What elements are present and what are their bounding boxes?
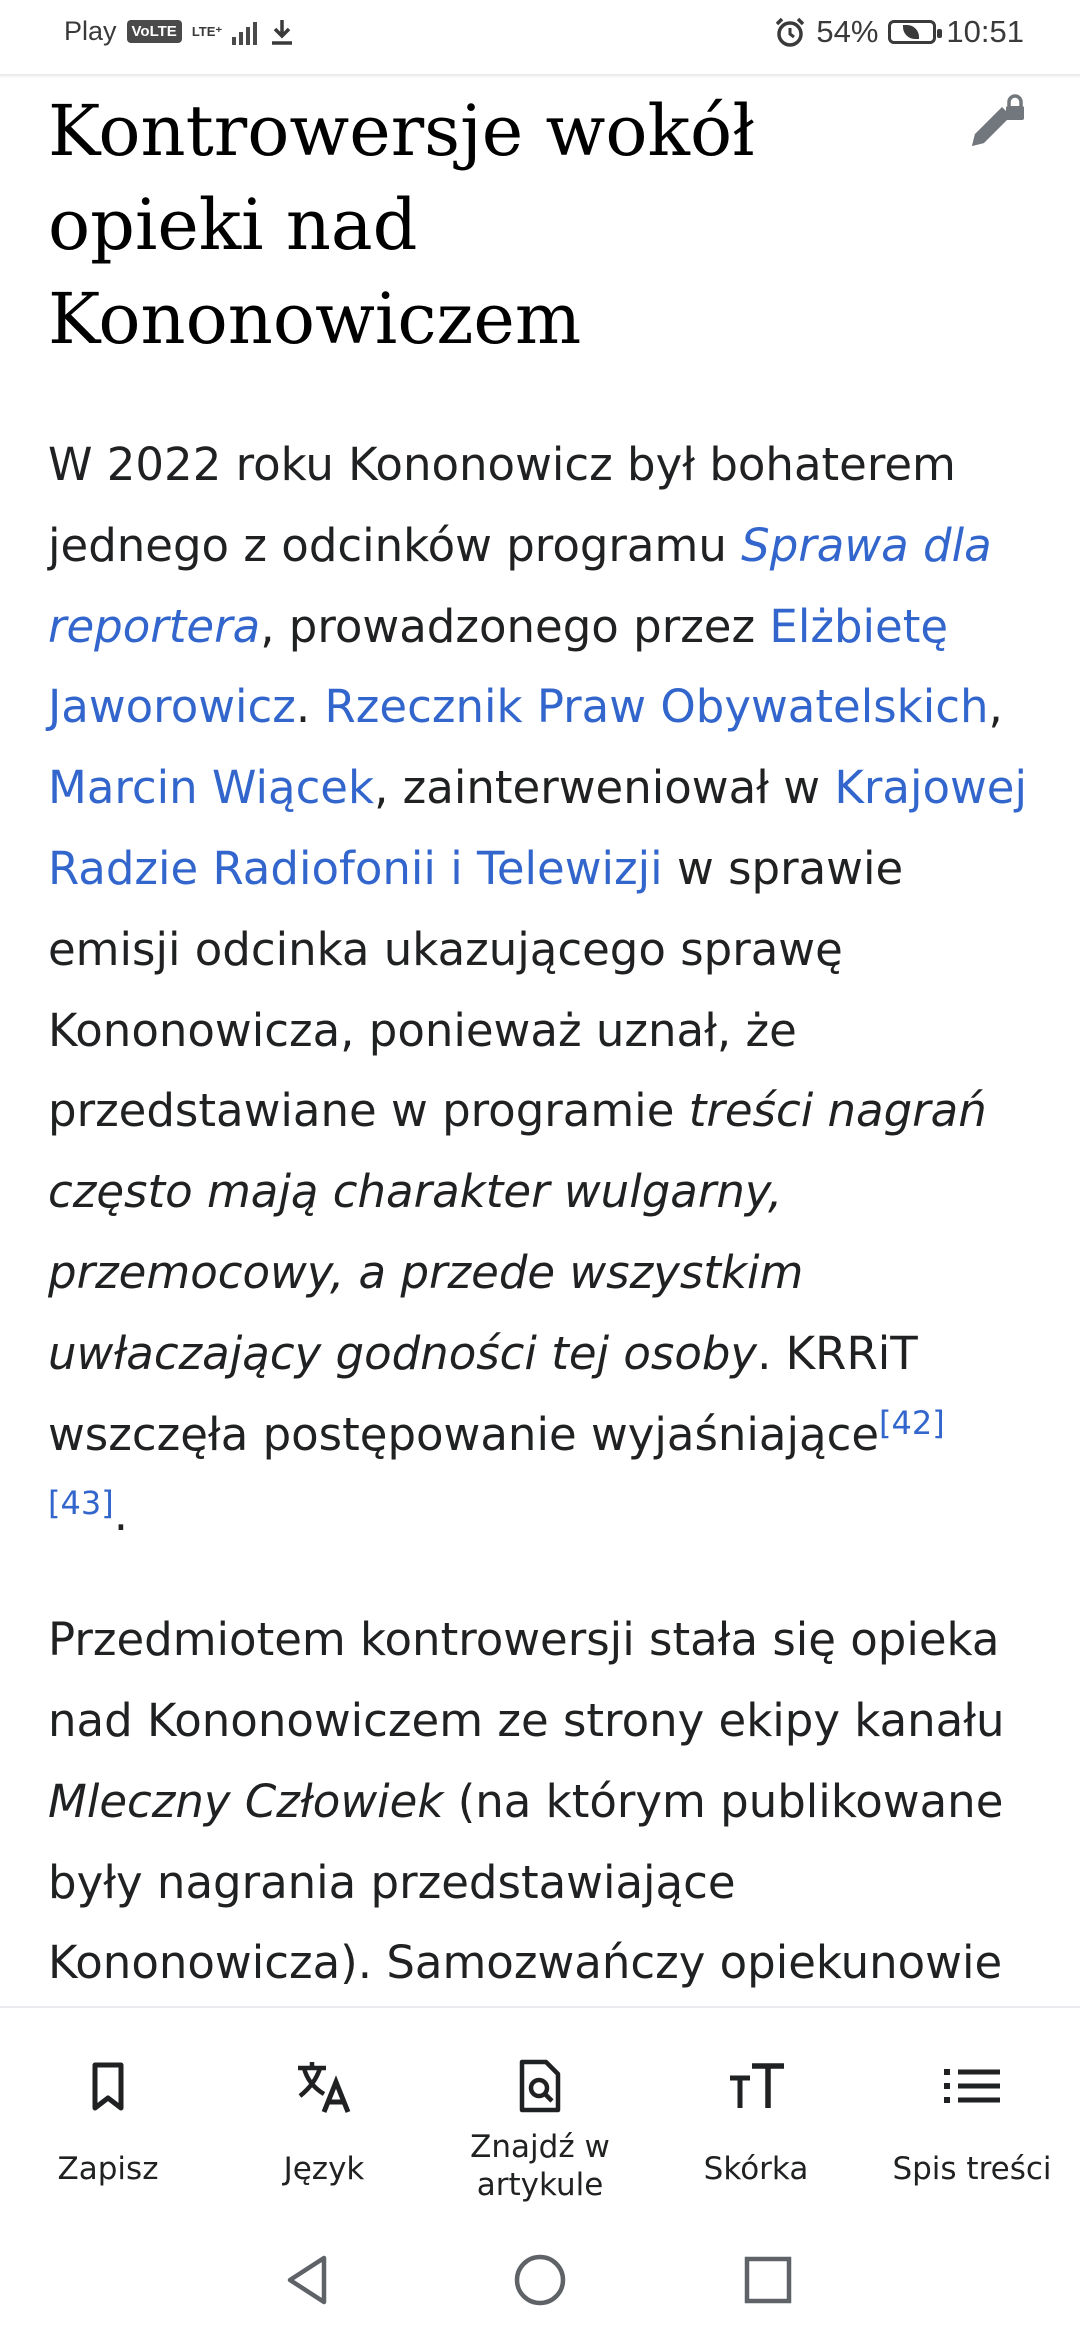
link-rzecznik-praw-obywatelskich[interactable]: Rzecznik Praw Obywatelskich	[324, 680, 989, 734]
paragraph-text: . KRRiT wszczęła postępowanie wyjaśniające	[48, 1326, 918, 1461]
language-button[interactable]	[216, 2008, 432, 2222]
table-of-contents-button[interactable]	[864, 2008, 1080, 2222]
system-nav-bar	[0, 2220, 1080, 2340]
find-in-page-icon	[510, 2056, 570, 2116]
quote-text: treści nagrań często mają charakter wulgarny, przemocowy, a przede wszystkim uwłaczający godności tej osoby	[48, 1084, 987, 1380]
paragraph-text: .	[113, 1488, 128, 1542]
table-of-contents-label: Spis treści	[892, 2151, 1052, 2187]
table-of-contents-icon	[942, 2056, 1002, 2116]
network-type: LTE⁺	[191, 24, 223, 39]
paragraph-text: , prowadzonego przez	[260, 599, 770, 653]
article-content	[48, 425, 1038, 2085]
paragraph-text: , zainterweniował w	[374, 761, 835, 815]
volte-badge: VoLTE	[127, 20, 182, 43]
battery-icon	[888, 20, 936, 44]
link-sprawa-dla-reportera[interactable]: Sprawa dla reportera	[48, 518, 992, 653]
italic-text: Mleczny Człowiek	[48, 1774, 444, 1828]
appearance-button[interactable]	[648, 2008, 864, 2222]
page-actions-toolbar	[0, 2006, 1080, 2222]
language-label: Język	[283, 2151, 365, 2187]
paragraph-text: (na którym publikowane były nagrania przedstawiające Kononowicza). Samozwańczy opiekunowie	[48, 1774, 1004, 1990]
section-title: Kontrowersje wokół opieki nad Kononowiczem	[48, 90, 755, 360]
status-bar	[0, 0, 1080, 74]
status-left	[64, 16, 297, 47]
edit-lock-icon[interactable]	[966, 92, 1028, 154]
appearance-label: Skórka	[703, 2151, 809, 2187]
paragraph	[48, 425, 1038, 1556]
signal-icon	[232, 19, 257, 45]
battery-percent: 54%	[816, 14, 879, 49]
save-button[interactable]	[0, 2008, 216, 2222]
link-elzbieta-jaworowicz[interactable]: Elżbietę Jaworowicz	[48, 599, 949, 734]
save-label: Zapisz	[57, 2151, 159, 2187]
find-in-article-label: Znajdź w artykule	[470, 2129, 610, 2203]
translate-icon	[294, 2056, 354, 2116]
paragraph-text: .	[295, 680, 325, 734]
reference-43[interactable]: [43]	[48, 1484, 114, 1523]
status-right	[774, 14, 1024, 50]
link-krrit[interactable]: Krajowej Radzie Radiofonii i Telewizji	[48, 761, 1027, 895]
link-marcin-wiacek[interactable]: Marcin Wiącek	[48, 761, 375, 815]
alarm-icon	[774, 16, 806, 48]
text-size-icon	[726, 2056, 786, 2116]
status-divider	[0, 74, 1080, 78]
download-icon	[267, 17, 297, 47]
bookmark-icon	[78, 2056, 138, 2116]
clock: 10:51	[946, 14, 1024, 49]
recents-square-icon[interactable]	[736, 2248, 800, 2312]
find-in-article-button[interactable]	[432, 2008, 648, 2222]
reference-42[interactable]: [42]	[879, 1403, 945, 1442]
paragraph-text: Przedmiotem kontrowersji stała się opieka nad Kononowiczem ze strony ekipy kanału	[48, 1613, 1005, 1747]
home-circle-icon[interactable]	[508, 2248, 572, 2312]
paragraph-text: ,	[988, 680, 1003, 734]
back-triangle-icon[interactable]	[276, 2248, 340, 2312]
paragraph-text: w sprawie emisji odcinka ukazującego sprawę Kononowicza, ponieważ uznał, że przedstawiane w programie	[48, 841, 904, 1138]
paragraph-text: W 2022 roku Kononowicz był bohaterem jednego z odcinków programu	[48, 438, 956, 572]
carrier-name: Play	[64, 16, 117, 46]
